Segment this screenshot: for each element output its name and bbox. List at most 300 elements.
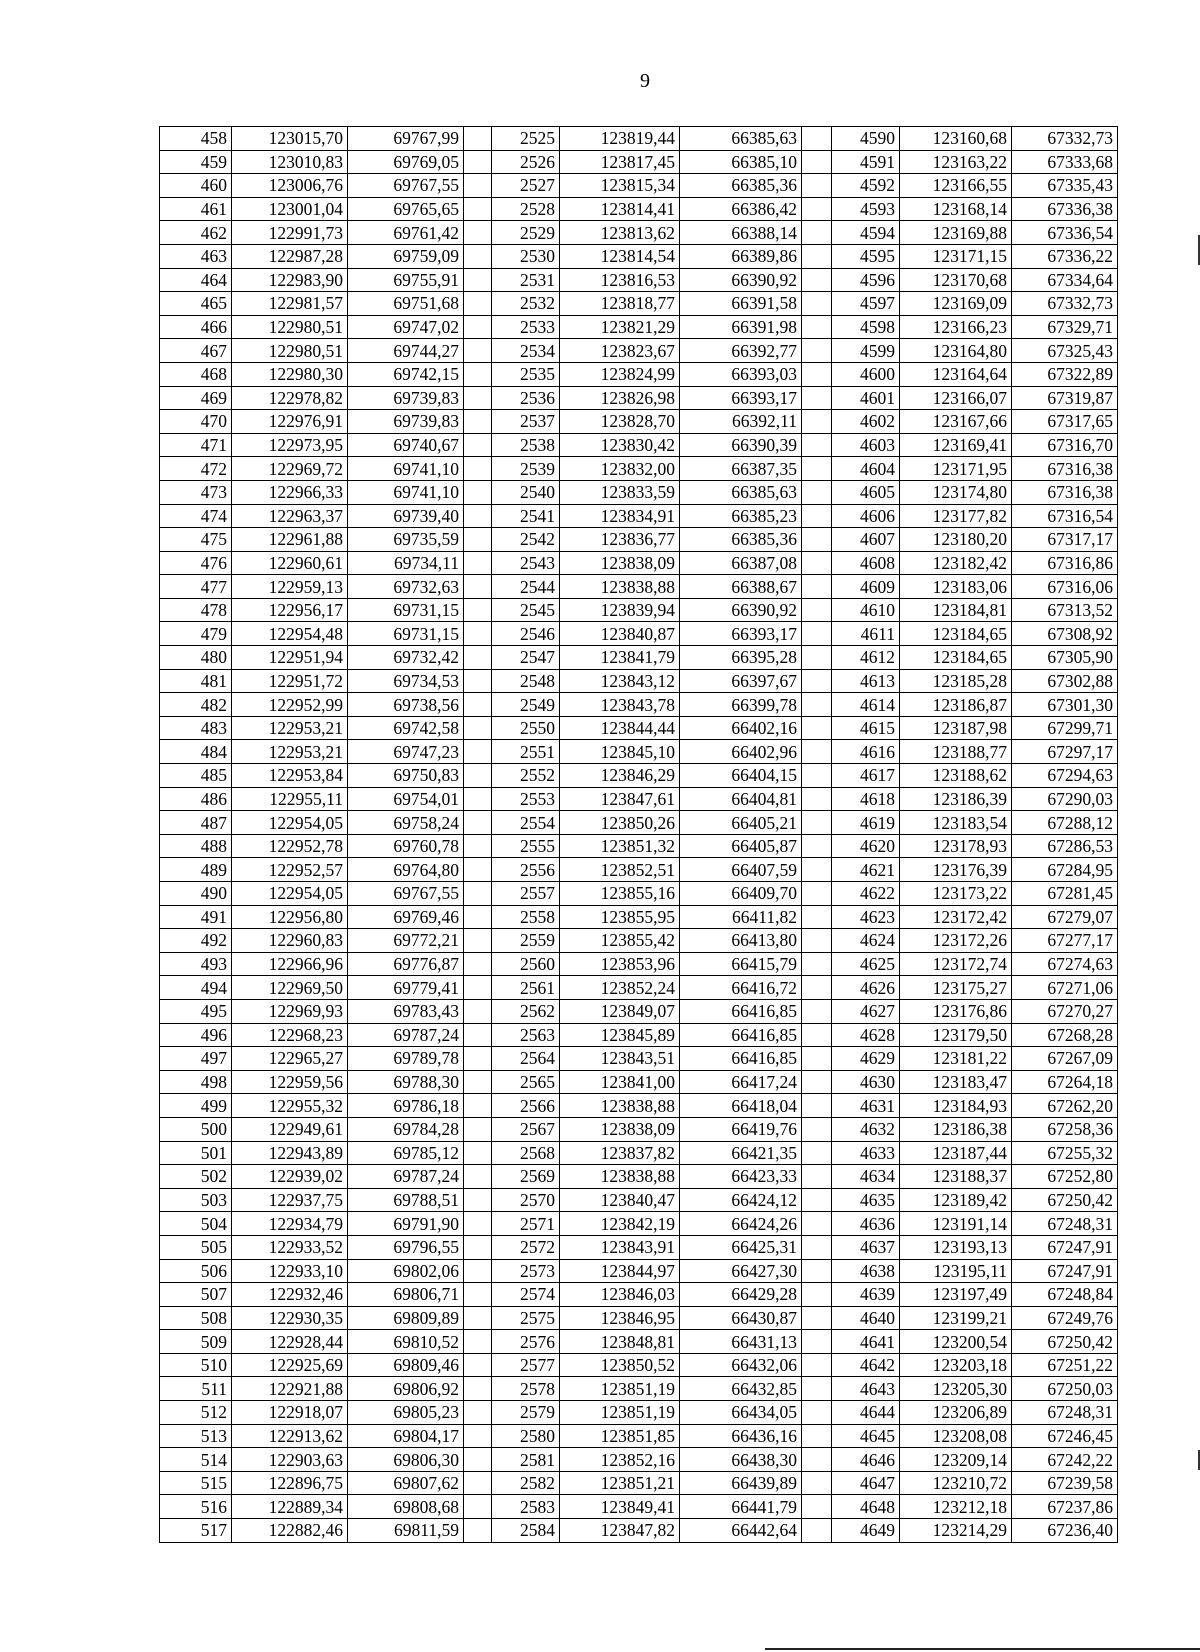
spacer-cell [802, 551, 832, 575]
y-coordinate-cell: 66390,92 [680, 598, 802, 622]
spacer-cell [802, 1448, 832, 1472]
x-coordinate-cell: 123172,74 [900, 952, 1012, 976]
spacer-cell [802, 811, 832, 835]
y-coordinate-cell: 66404,15 [680, 764, 802, 788]
point-number-cell: 506 [160, 1259, 232, 1283]
x-coordinate-cell: 122976,91 [232, 410, 348, 434]
x-coordinate-cell: 122918,07 [232, 1401, 348, 1425]
x-coordinate-cell: 122934,79 [232, 1212, 348, 1236]
x-coordinate-cell: 123851,85 [560, 1424, 680, 1448]
point-number-cell: 4641 [832, 1330, 900, 1354]
y-coordinate-cell: 66416,85 [680, 999, 802, 1023]
point-number-cell: 492 [160, 929, 232, 953]
spacer-cell [464, 551, 492, 575]
x-coordinate-cell: 123195,11 [900, 1259, 1012, 1283]
y-coordinate-cell: 67336,54 [1012, 221, 1118, 245]
x-coordinate-cell: 123163,22 [900, 150, 1012, 174]
x-coordinate-cell: 122954,05 [232, 882, 348, 906]
spacer-cell [802, 1377, 832, 1401]
point-number-cell: 2555 [492, 834, 560, 858]
y-coordinate-cell: 67252,80 [1012, 1165, 1118, 1189]
x-coordinate-cell: 122981,57 [232, 292, 348, 316]
point-number-cell: 2527 [492, 174, 560, 198]
y-coordinate-cell: 67250,03 [1012, 1377, 1118, 1401]
spacer-cell [464, 362, 492, 386]
x-coordinate-cell: 122933,52 [232, 1235, 348, 1259]
point-number-cell: 4629 [832, 1047, 900, 1071]
point-number-cell: 467 [160, 339, 232, 363]
spacer-cell [464, 197, 492, 221]
x-coordinate-cell: 123188,37 [900, 1165, 1012, 1189]
point-number-cell: 2584 [492, 1519, 560, 1543]
x-coordinate-cell: 122983,90 [232, 268, 348, 292]
y-coordinate-cell: 66411,82 [680, 905, 802, 929]
y-coordinate-cell: 69806,92 [348, 1377, 464, 1401]
spacer-cell [464, 1117, 492, 1141]
point-number-cell: 476 [160, 551, 232, 575]
y-coordinate-cell: 67248,31 [1012, 1401, 1118, 1425]
y-coordinate-cell: 66402,96 [680, 740, 802, 764]
x-coordinate-cell: 123844,44 [560, 716, 680, 740]
x-coordinate-cell: 122956,17 [232, 598, 348, 622]
y-coordinate-cell: 67317,65 [1012, 410, 1118, 434]
y-coordinate-cell: 66424,26 [680, 1212, 802, 1236]
spacer-cell [802, 1259, 832, 1283]
coordinates-table [159, 126, 1118, 1543]
y-coordinate-cell: 67335,43 [1012, 174, 1118, 198]
y-coordinate-cell: 67250,42 [1012, 1330, 1118, 1354]
spacer-cell [802, 598, 832, 622]
y-coordinate-cell: 66393,17 [680, 622, 802, 646]
x-coordinate-cell: 123203,18 [900, 1353, 1012, 1377]
y-coordinate-cell: 69784,28 [348, 1117, 464, 1141]
x-coordinate-cell: 123826,98 [560, 386, 680, 410]
x-coordinate-cell: 123849,41 [560, 1495, 680, 1519]
spacer-cell [802, 1495, 832, 1519]
point-number-cell: 2553 [492, 787, 560, 811]
point-number-cell: 461 [160, 197, 232, 221]
spacer-cell [802, 221, 832, 245]
point-number-cell: 4625 [832, 952, 900, 976]
y-coordinate-cell: 69787,24 [348, 1165, 464, 1189]
y-coordinate-cell: 66442,64 [680, 1519, 802, 1543]
spacer-cell [802, 1023, 832, 1047]
point-number-cell: 497 [160, 1047, 232, 1071]
spacer-cell [802, 1471, 832, 1495]
x-coordinate-cell: 122960,83 [232, 929, 348, 953]
x-coordinate-cell: 123188,62 [900, 764, 1012, 788]
table-row [160, 622, 1118, 646]
table-row [160, 150, 1118, 174]
y-coordinate-cell: 69732,63 [348, 575, 464, 599]
y-coordinate-cell: 67284,95 [1012, 858, 1118, 882]
y-coordinate-cell: 69786,18 [348, 1094, 464, 1118]
point-number-cell: 2567 [492, 1117, 560, 1141]
y-coordinate-cell: 67286,53 [1012, 834, 1118, 858]
table-row [160, 410, 1118, 434]
table-row [160, 1306, 1118, 1330]
point-number-cell: 2560 [492, 952, 560, 976]
y-coordinate-cell: 67316,86 [1012, 551, 1118, 575]
x-coordinate-cell: 123843,12 [560, 669, 680, 693]
point-number-cell: 488 [160, 834, 232, 858]
point-number-cell: 2557 [492, 882, 560, 906]
spacer-cell [802, 905, 832, 929]
x-coordinate-cell: 122987,28 [232, 244, 348, 268]
spacer-cell [464, 999, 492, 1023]
point-number-cell: 2573 [492, 1259, 560, 1283]
x-coordinate-cell: 123833,59 [560, 480, 680, 504]
table-row [160, 575, 1118, 599]
point-number-cell: 516 [160, 1495, 232, 1519]
y-coordinate-cell: 67277,17 [1012, 929, 1118, 953]
y-coordinate-cell: 67319,87 [1012, 386, 1118, 410]
x-coordinate-cell: 122882,46 [232, 1519, 348, 1543]
x-coordinate-cell: 122969,72 [232, 457, 348, 481]
point-number-cell: 486 [160, 787, 232, 811]
table-row [160, 433, 1118, 457]
x-coordinate-cell: 122961,88 [232, 528, 348, 552]
spacer-cell [464, 1141, 492, 1165]
y-coordinate-cell: 67288,12 [1012, 811, 1118, 835]
point-number-cell: 484 [160, 740, 232, 764]
y-coordinate-cell: 67316,38 [1012, 457, 1118, 481]
x-coordinate-cell: 123841,00 [560, 1070, 680, 1094]
spacer-cell [802, 410, 832, 434]
y-coordinate-cell: 67332,73 [1012, 292, 1118, 316]
spacer-cell [802, 1070, 832, 1094]
point-number-cell: 2531 [492, 268, 560, 292]
y-coordinate-cell: 66389,86 [680, 244, 802, 268]
x-coordinate-cell: 123169,88 [900, 221, 1012, 245]
point-number-cell: 4632 [832, 1117, 900, 1141]
y-coordinate-cell: 69788,30 [348, 1070, 464, 1094]
point-number-cell: 2543 [492, 551, 560, 575]
spacer-cell [802, 693, 832, 717]
spacer-cell [464, 1330, 492, 1354]
point-number-cell: 4616 [832, 740, 900, 764]
x-coordinate-cell: 123200,54 [900, 1330, 1012, 1354]
table-row [160, 457, 1118, 481]
x-coordinate-cell: 123832,00 [560, 457, 680, 481]
table-row [160, 1235, 1118, 1259]
table-row [160, 1023, 1118, 1047]
y-coordinate-cell: 67274,63 [1012, 952, 1118, 976]
x-coordinate-cell: 123183,06 [900, 575, 1012, 599]
point-number-cell: 459 [160, 150, 232, 174]
point-number-cell: 2559 [492, 929, 560, 953]
x-coordinate-cell: 122955,11 [232, 787, 348, 811]
point-number-cell: 471 [160, 433, 232, 457]
x-coordinate-cell: 122959,13 [232, 575, 348, 599]
table-row [160, 952, 1118, 976]
y-coordinate-cell: 66438,30 [680, 1448, 802, 1472]
y-coordinate-cell: 66385,23 [680, 504, 802, 528]
point-number-cell: 491 [160, 905, 232, 929]
spacer-cell [464, 174, 492, 198]
y-coordinate-cell: 67316,06 [1012, 575, 1118, 599]
y-coordinate-cell: 66395,28 [680, 646, 802, 670]
y-coordinate-cell: 69810,52 [348, 1330, 464, 1354]
point-number-cell: 4611 [832, 622, 900, 646]
point-number-cell: 4618 [832, 787, 900, 811]
x-coordinate-cell: 123001,04 [232, 197, 348, 221]
point-number-cell: 503 [160, 1188, 232, 1212]
x-coordinate-cell: 122889,34 [232, 1495, 348, 1519]
table-row [160, 1141, 1118, 1165]
table-row [160, 127, 1118, 151]
y-coordinate-cell: 67281,45 [1012, 882, 1118, 906]
point-number-cell: 4646 [832, 1448, 900, 1472]
spacer-cell [802, 1047, 832, 1071]
spacer-cell [464, 1519, 492, 1543]
x-coordinate-cell: 122955,32 [232, 1094, 348, 1118]
table-row [160, 1212, 1118, 1236]
spacer-cell [802, 1165, 832, 1189]
y-coordinate-cell: 69767,55 [348, 882, 464, 906]
y-coordinate-cell: 66419,76 [680, 1117, 802, 1141]
point-number-cell: 4597 [832, 292, 900, 316]
x-coordinate-cell: 123853,96 [560, 952, 680, 976]
x-coordinate-cell: 123164,80 [900, 339, 1012, 363]
x-coordinate-cell: 123818,77 [560, 292, 680, 316]
x-coordinate-cell: 123842,19 [560, 1212, 680, 1236]
point-number-cell: 2526 [492, 150, 560, 174]
y-coordinate-cell: 69731,15 [348, 598, 464, 622]
x-coordinate-cell: 123206,89 [900, 1401, 1012, 1425]
x-coordinate-cell: 122943,89 [232, 1141, 348, 1165]
point-number-cell: 464 [160, 268, 232, 292]
y-coordinate-cell: 67313,52 [1012, 598, 1118, 622]
y-coordinate-cell: 67290,03 [1012, 787, 1118, 811]
point-number-cell: 2548 [492, 669, 560, 693]
x-coordinate-cell: 123180,20 [900, 528, 1012, 552]
y-coordinate-cell: 66404,81 [680, 787, 802, 811]
spacer-cell [802, 480, 832, 504]
table-row [160, 929, 1118, 953]
point-number-cell: 4603 [832, 433, 900, 457]
y-coordinate-cell: 69804,17 [348, 1424, 464, 1448]
y-coordinate-cell: 66429,28 [680, 1283, 802, 1307]
point-number-cell: 4609 [832, 575, 900, 599]
x-coordinate-cell: 122954,05 [232, 811, 348, 835]
y-coordinate-cell: 69789,78 [348, 1047, 464, 1071]
y-coordinate-cell: 66397,67 [680, 669, 802, 693]
y-coordinate-cell: 66405,21 [680, 811, 802, 835]
y-coordinate-cell: 69776,87 [348, 952, 464, 976]
y-coordinate-cell: 66387,08 [680, 551, 802, 575]
x-coordinate-cell: 123186,87 [900, 693, 1012, 717]
x-coordinate-cell: 123183,47 [900, 1070, 1012, 1094]
point-number-cell: 465 [160, 292, 232, 316]
table-row [160, 976, 1118, 1000]
spacer-cell [464, 150, 492, 174]
spacer-cell [464, 1165, 492, 1189]
point-number-cell: 2561 [492, 976, 560, 1000]
x-coordinate-cell: 123210,72 [900, 1471, 1012, 1495]
point-number-cell: 4596 [832, 268, 900, 292]
y-coordinate-cell: 66402,16 [680, 716, 802, 740]
point-number-cell: 478 [160, 598, 232, 622]
spacer-cell [464, 1212, 492, 1236]
spacer-cell [802, 858, 832, 882]
x-coordinate-cell: 123010,83 [232, 150, 348, 174]
y-coordinate-cell: 69751,68 [348, 292, 464, 316]
point-number-cell: 4610 [832, 598, 900, 622]
point-number-cell: 2562 [492, 999, 560, 1023]
x-coordinate-cell: 123199,21 [900, 1306, 1012, 1330]
y-coordinate-cell: 66434,05 [680, 1401, 802, 1425]
point-number-cell: 511 [160, 1377, 232, 1401]
point-number-cell: 2528 [492, 197, 560, 221]
point-number-cell: 2547 [492, 646, 560, 670]
point-number-cell: 513 [160, 1424, 232, 1448]
spacer-cell [802, 457, 832, 481]
x-coordinate-cell: 122991,73 [232, 221, 348, 245]
y-coordinate-cell: 69805,23 [348, 1401, 464, 1425]
y-coordinate-cell: 67297,17 [1012, 740, 1118, 764]
spacer-cell [802, 622, 832, 646]
spacer-cell [802, 669, 832, 693]
y-coordinate-cell: 69758,24 [348, 811, 464, 835]
table-row [160, 339, 1118, 363]
y-coordinate-cell: 67239,58 [1012, 1471, 1118, 1495]
table-row [160, 174, 1118, 198]
x-coordinate-cell: 123176,39 [900, 858, 1012, 882]
x-coordinate-cell: 123846,03 [560, 1283, 680, 1307]
x-coordinate-cell: 123191,14 [900, 1212, 1012, 1236]
y-coordinate-cell: 69741,10 [348, 480, 464, 504]
point-number-cell: 4593 [832, 197, 900, 221]
x-coordinate-cell: 122963,37 [232, 504, 348, 528]
point-number-cell: 458 [160, 127, 232, 151]
point-number-cell: 2534 [492, 339, 560, 363]
point-number-cell: 4591 [832, 150, 900, 174]
x-coordinate-cell: 122965,27 [232, 1047, 348, 1071]
table-row [160, 197, 1118, 221]
spacer-cell [802, 999, 832, 1023]
point-number-cell: 2545 [492, 598, 560, 622]
point-number-cell: 4615 [832, 716, 900, 740]
table-row [160, 1377, 1118, 1401]
x-coordinate-cell: 123189,42 [900, 1188, 1012, 1212]
y-coordinate-cell: 69806,30 [348, 1448, 464, 1472]
x-coordinate-cell: 123850,26 [560, 811, 680, 835]
y-coordinate-cell: 66388,14 [680, 221, 802, 245]
spacer-cell [464, 929, 492, 953]
y-coordinate-cell: 67301,30 [1012, 693, 1118, 717]
x-coordinate-cell: 123173,22 [900, 882, 1012, 906]
point-number-cell: 4635 [832, 1188, 900, 1212]
point-number-cell: 2566 [492, 1094, 560, 1118]
y-coordinate-cell: 66393,17 [680, 386, 802, 410]
x-coordinate-cell: 123188,77 [900, 740, 1012, 764]
point-number-cell: 4636 [832, 1212, 900, 1236]
y-coordinate-cell: 69754,01 [348, 787, 464, 811]
spacer-cell [802, 740, 832, 764]
spacer-cell [464, 882, 492, 906]
point-number-cell: 4614 [832, 693, 900, 717]
point-number-cell: 504 [160, 1212, 232, 1236]
x-coordinate-cell: 123848,81 [560, 1330, 680, 1354]
y-coordinate-cell: 69764,80 [348, 858, 464, 882]
spacer-cell [802, 1235, 832, 1259]
spacer-cell [802, 787, 832, 811]
point-number-cell: 4624 [832, 929, 900, 953]
point-number-cell: 2558 [492, 905, 560, 929]
x-coordinate-cell: 123168,14 [900, 197, 1012, 221]
table-row [160, 1047, 1118, 1071]
spacer-cell [464, 693, 492, 717]
y-coordinate-cell: 66418,04 [680, 1094, 802, 1118]
point-number-cell: 4600 [832, 362, 900, 386]
x-coordinate-cell: 123193,13 [900, 1235, 1012, 1259]
point-number-cell: 4598 [832, 315, 900, 339]
y-coordinate-cell: 69761,42 [348, 221, 464, 245]
x-coordinate-cell: 122903,63 [232, 1448, 348, 1472]
spacer-cell [464, 598, 492, 622]
point-number-cell: 2541 [492, 504, 560, 528]
y-coordinate-cell: 67332,73 [1012, 127, 1118, 151]
y-coordinate-cell: 69809,89 [348, 1306, 464, 1330]
y-coordinate-cell: 66416,85 [680, 1047, 802, 1071]
x-coordinate-cell: 122956,80 [232, 905, 348, 929]
table-row [160, 480, 1118, 504]
y-coordinate-cell: 67299,71 [1012, 716, 1118, 740]
x-coordinate-cell: 123843,91 [560, 1235, 680, 1259]
x-coordinate-cell: 123208,08 [900, 1424, 1012, 1448]
y-coordinate-cell: 66439,89 [680, 1471, 802, 1495]
spacer-cell [802, 174, 832, 198]
point-number-cell: 4626 [832, 976, 900, 1000]
point-number-cell: 2554 [492, 811, 560, 835]
point-number-cell: 470 [160, 410, 232, 434]
table-row [160, 882, 1118, 906]
y-coordinate-cell: 67322,89 [1012, 362, 1118, 386]
spacer-cell [464, 221, 492, 245]
table-row [160, 716, 1118, 740]
x-coordinate-cell: 123170,68 [900, 268, 1012, 292]
x-coordinate-cell: 123179,50 [900, 1023, 1012, 1047]
x-coordinate-cell: 122959,56 [232, 1070, 348, 1094]
scan-bottom-line [765, 1648, 1200, 1650]
table-row [160, 1519, 1118, 1543]
spacer-cell [464, 1471, 492, 1495]
y-coordinate-cell: 66430,87 [680, 1306, 802, 1330]
table-row [160, 1165, 1118, 1189]
y-coordinate-cell: 69787,24 [348, 1023, 464, 1047]
point-number-cell: 485 [160, 764, 232, 788]
x-coordinate-cell: 123814,41 [560, 197, 680, 221]
spacer-cell [802, 1306, 832, 1330]
page-number: 9 [640, 70, 650, 92]
y-coordinate-cell: 67325,43 [1012, 339, 1118, 363]
x-coordinate-cell: 123824,99 [560, 362, 680, 386]
point-number-cell: 4644 [832, 1401, 900, 1425]
x-coordinate-cell: 123172,26 [900, 929, 1012, 953]
table-row [160, 528, 1118, 552]
y-coordinate-cell: 67255,32 [1012, 1141, 1118, 1165]
x-coordinate-cell: 122949,61 [232, 1117, 348, 1141]
spacer-cell [802, 292, 832, 316]
y-coordinate-cell: 69732,42 [348, 646, 464, 670]
x-coordinate-cell: 123186,39 [900, 787, 1012, 811]
y-coordinate-cell: 67334,64 [1012, 268, 1118, 292]
x-coordinate-cell: 123178,93 [900, 834, 1012, 858]
spacer-cell [802, 339, 832, 363]
spacer-cell [802, 952, 832, 976]
point-number-cell: 2568 [492, 1141, 560, 1165]
